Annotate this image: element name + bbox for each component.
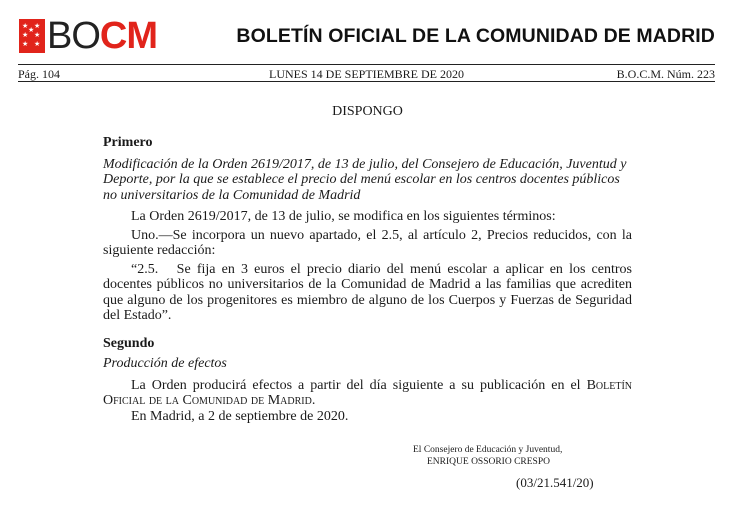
paragraph-5: En Madrid, a 2 de septiembre de 2020. (131, 408, 349, 424)
signatory-name: ENRIQUE OSSORIO CRESPO (427, 457, 550, 467)
paragraph-3: “2.5. Se fija en 3 euros el precio diario del menú escolar a aplicar en los centros docentes públicos no universitarios de la Comunidad de Madrid a las familias que acrediten que alguno de los progenitores es miembro de alguno de los Cuerpos y Fuerzas de Seguridad del Estado”. (103, 261, 632, 323)
paragraph-1: La Orden 2619/2017, de 13 de julio, se modifica en los siguientes términos: (131, 209, 556, 224)
bottom-rule (18, 81, 715, 82)
paragraph-4 (103, 378, 632, 409)
article-second-heading: Segundo (103, 335, 155, 351)
bocm-logo (19, 15, 158, 57)
madrid-stars-icon: ★ ★ ★ ★ ★ ★ ★ (19, 19, 45, 53)
publication-title: BOLETÍN OFICIAL DE LA COMUNIDAD DE MADRID (236, 25, 715, 47)
signature-block (413, 444, 562, 468)
issue-number: B.O.C.M. Núm. 223 (616, 67, 715, 81)
article-second-title: Producción de efectos (103, 356, 227, 371)
paragraph-4-start: La Orden producirá efectos a partir del día siguiente a su publicación en el (131, 377, 587, 393)
paragraph-4-end: . (311, 393, 316, 408)
paragraph-2: Uno.—Se incorpora un nuevo apartado, el 2.5, al artículo 2, Precios reducidos, con la siguiente redacción: (103, 227, 632, 258)
page-meta-bar (18, 67, 715, 82)
bulletin-name: Boletín Oficial de la Comunidad de Madrid (103, 377, 632, 408)
top-rule (18, 64, 715, 65)
dispongo-heading: DISPONGO (332, 104, 403, 119)
logo-wordmark: BOCM (47, 15, 158, 57)
document-body (103, 104, 632, 424)
article-first-title: Modificación de la Orden 2619/2017, de 13 de julio, del Consejero de Educación, Juventud y Deporte, por la que se establece el precio del menú escolar en los centros docentes públicos no universitarios de la Comunidad de Madrid (103, 156, 627, 203)
issue-date: LUNES 14 DE SEPTIEMBRE DE 2020 (269, 67, 464, 81)
page-number: Pág. 104 (18, 67, 60, 81)
article-first-heading: Primero (103, 135, 153, 150)
signatory-role: El Consejero de Educación y Juventud, (413, 445, 563, 455)
document-reference: (03/21.541/20) (516, 475, 594, 490)
